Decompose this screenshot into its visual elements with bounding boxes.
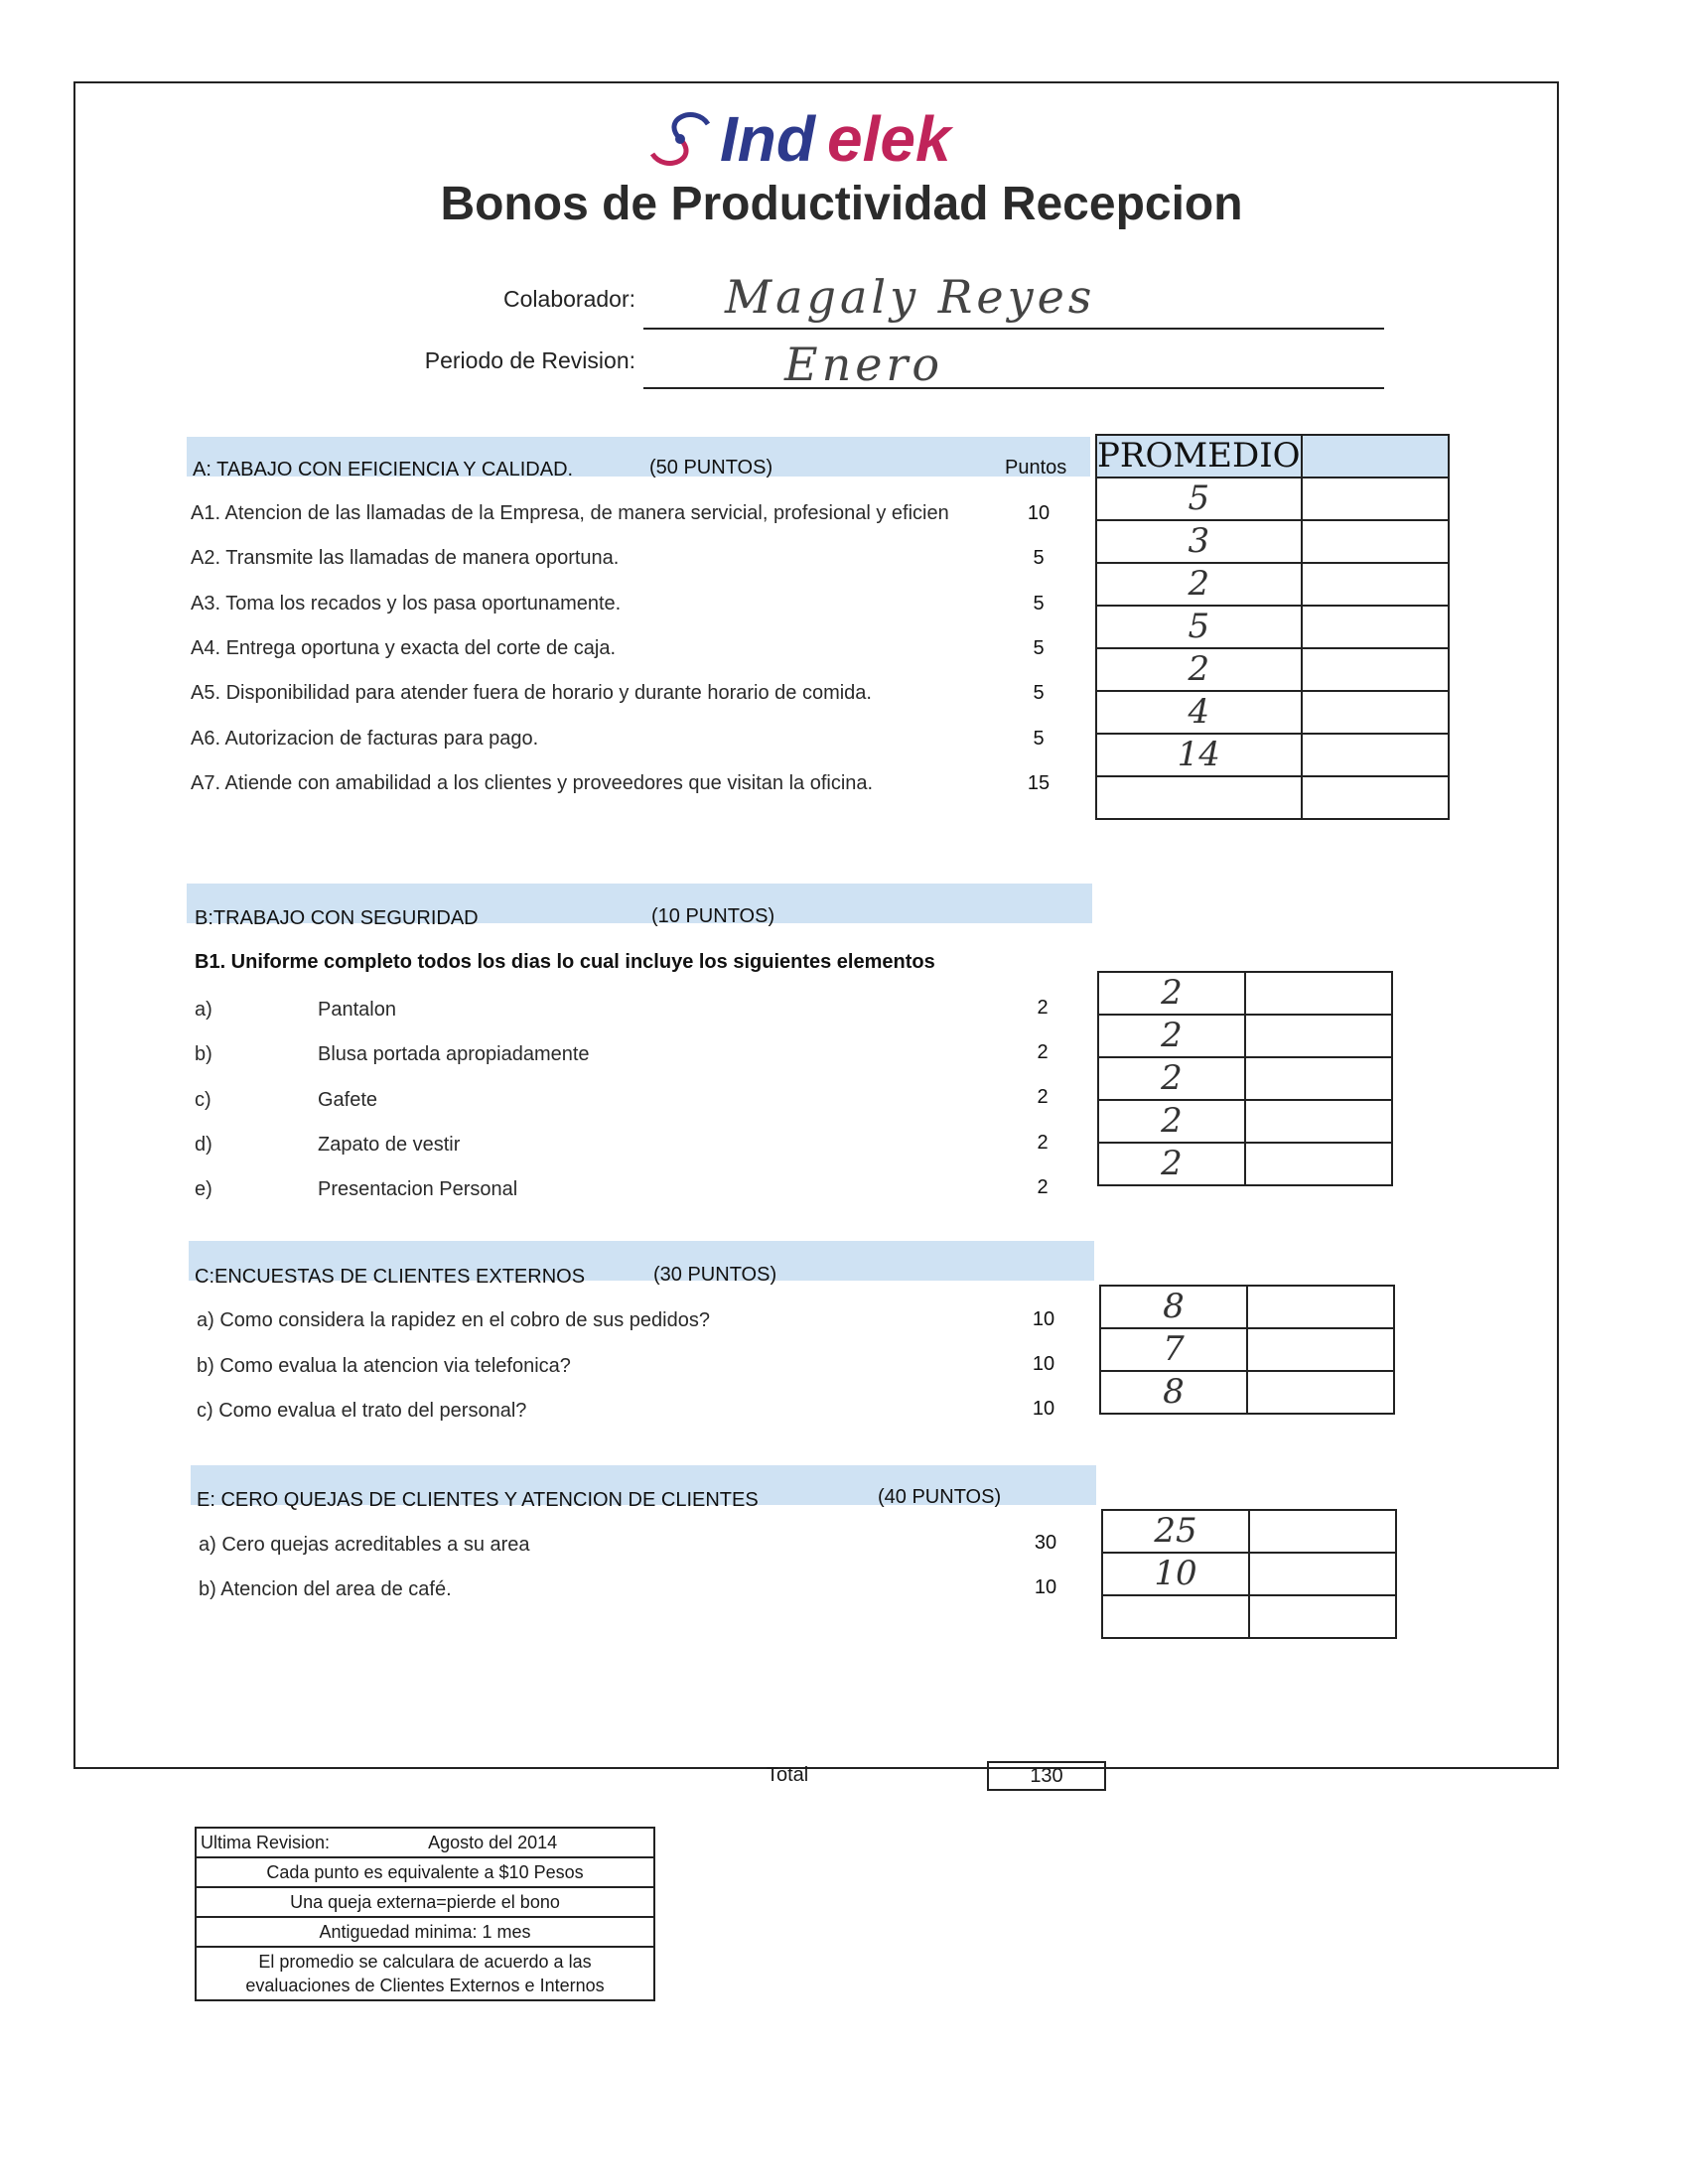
item-a2-text: A2. Transmite las llamadas de manera oportuna. — [191, 547, 620, 569]
item-c3-points: 10 — [1032, 1398, 1055, 1420]
blank-cell[interactable] — [1302, 563, 1449, 606]
item-a3-points: 5 — [1033, 593, 1045, 614]
periodo-underline — [643, 387, 1384, 389]
colaborador-value[interactable]: Magaly Reyes — [725, 270, 1096, 324]
item-a6-points: 5 — [1033, 728, 1045, 750]
info-box — [195, 1827, 655, 2001]
item-a1-points: 10 — [1027, 502, 1051, 524]
colaborador-underline — [643, 328, 1384, 330]
promedio-column-header: PROMEDIO — [1097, 436, 1301, 476]
item-a5-text: A5. Disponibilidad para atender fuera de horario y durante horario de comida. — [191, 682, 872, 704]
item-a4-text: A4. Entrega oportuna y exacta del corte de caja. — [191, 637, 617, 659]
blank-cell[interactable] — [1302, 691, 1449, 734]
item-b-text: Zapato de vestir — [318, 1134, 461, 1156]
blank-cell[interactable] — [1102, 1595, 1249, 1638]
svg-text:elek: elek — [827, 103, 951, 175]
score-cell[interactable]: 5 — [1096, 478, 1302, 520]
score-cell[interactable]: 2 — [1098, 1100, 1245, 1143]
score-cell[interactable]: 14 — [1096, 734, 1302, 776]
item-b-letter: d) — [195, 1134, 212, 1156]
item-b-points: 2 — [1037, 997, 1049, 1019]
section-c-points: (30 PUNTOS) — [653, 1264, 777, 1286]
item-e2-text: b) Atencion del area de café. — [199, 1578, 452, 1600]
item-b-points: 2 — [1037, 1086, 1049, 1108]
score-cell[interactable]: 4 — [1096, 691, 1302, 734]
item-e1-text: a) Cero quejas acreditables a su area — [199, 1534, 530, 1556]
item-b-points: 2 — [1037, 1176, 1049, 1198]
score-cell[interactable]: 2 — [1098, 972, 1245, 1015]
section-b-subtitle: B1. Uniforme completo todos los dias lo cual incluye los siguientes elementos — [195, 951, 935, 973]
section-e-title: E: CERO QUEJAS DE CLIENTES Y ATENCION DE CLIENTES — [197, 1489, 759, 1511]
item-a5-points: 5 — [1033, 682, 1045, 704]
score-cell[interactable]: 10 — [1102, 1553, 1249, 1595]
blank-cell[interactable] — [1245, 1100, 1392, 1143]
blank-cell[interactable] — [1245, 1143, 1392, 1185]
score-cell[interactable]: 2 — [1098, 1143, 1245, 1185]
info-line-4a: El promedio se calculara de acuerdo a las — [258, 1952, 592, 1972]
item-a2-points: 5 — [1033, 547, 1045, 569]
score-cell[interactable]: 2 — [1096, 648, 1302, 691]
total-value: 130 — [987, 1761, 1106, 1791]
item-c2-text: b) Como evalua la atencion via telefonica? — [197, 1355, 571, 1377]
section-e-score-grid — [1101, 1509, 1397, 1639]
blank-cell[interactable] — [1245, 1015, 1392, 1057]
item-b-letter: b) — [195, 1043, 212, 1065]
blank-cell[interactable] — [1302, 606, 1449, 648]
info-line-2: Una queja externa=pierde el bono — [196, 1887, 654, 1917]
item-b-text: Blusa portada apropiadamente — [318, 1043, 590, 1065]
item-a4-points: 5 — [1033, 637, 1045, 659]
periodo-label: Periodo de Revision: — [424, 347, 635, 373]
item-a7-points: 15 — [1027, 772, 1051, 794]
svg-text:Ind: Ind — [720, 103, 815, 175]
blank-cell[interactable] — [1302, 776, 1449, 819]
item-b-text: Pantalon — [318, 999, 396, 1021]
section-a-score-grid — [1095, 434, 1450, 820]
item-c1-points: 10 — [1032, 1308, 1055, 1330]
indelek-logo — [640, 99, 1057, 179]
section-e-points: (40 PUNTOS) — [878, 1486, 1002, 1508]
blank-cell[interactable] — [1302, 648, 1449, 691]
blank-cell[interactable] — [1247, 1371, 1394, 1414]
score-cell[interactable]: 2 — [1096, 563, 1302, 606]
item-b-letter: e) — [195, 1178, 212, 1200]
score-cell[interactable]: 3 — [1096, 520, 1302, 563]
item-a6-text: A6. Autorizacion de facturas para pago. — [191, 728, 539, 750]
item-a7-text: A7. Atiende con amabilidad a los clientes y proveedores que visitan la oficina. — [191, 772, 874, 794]
score-cell[interactable]: 5 — [1096, 606, 1302, 648]
blank-cell[interactable] — [1249, 1553, 1396, 1595]
logo-swirl-icon — [652, 115, 708, 164]
blank-cell[interactable] — [1245, 972, 1392, 1015]
score-cell[interactable]: 7 — [1100, 1328, 1247, 1371]
total-label: Total — [767, 1764, 809, 1786]
page-title: Bonos de Productividad Recepcion — [440, 178, 1243, 230]
info-line-3: Antiguedad minima: 1 mes — [196, 1917, 654, 1947]
ultima-revision-label: Ultima Revision: — [201, 1833, 331, 1852]
item-b-points: 2 — [1037, 1041, 1049, 1063]
colaborador-label: Colaborador: — [503, 286, 635, 312]
blank-cell[interactable] — [1247, 1286, 1394, 1328]
score-cell[interactable]: 8 — [1100, 1286, 1247, 1328]
blank-cell[interactable] — [1249, 1510, 1396, 1553]
section-b-score-grid — [1097, 971, 1393, 1186]
section-c-score-grid — [1099, 1285, 1395, 1415]
item-b-points: 2 — [1037, 1132, 1049, 1154]
score-cell[interactable]: 2 — [1098, 1057, 1245, 1100]
blank-cell[interactable] — [1096, 776, 1302, 819]
info-line-4b: evaluaciones de Clientes Externos e Internos — [245, 1976, 605, 1995]
blank-cell[interactable] — [1245, 1057, 1392, 1100]
info-line-1: Cada punto es equivalente a $10 Pesos — [196, 1857, 654, 1887]
section-b-title: B:TRABAJO CON SEGURIDAD — [195, 907, 479, 929]
section-a-points: (50 PUNTOS) — [649, 457, 773, 478]
blank-cell[interactable] — [1247, 1328, 1394, 1371]
grid-header-blank — [1302, 435, 1449, 478]
section-c-title: C:ENCUESTAS DE CLIENTES EXTERNOS — [195, 1266, 586, 1288]
item-c3-text: c) Como evalua el trato del personal? — [197, 1400, 527, 1422]
blank-cell[interactable] — [1302, 520, 1449, 563]
periodo-value[interactable]: Enero — [784, 338, 944, 391]
item-c1-text: a) Como considera la rapidez en el cobro de sus pedidos? — [197, 1309, 710, 1331]
item-b-letter: c) — [195, 1089, 211, 1111]
section-a-title: A: TABAJO CON EFICIENCIA Y CALIDAD. — [193, 459, 574, 480]
blank-cell[interactable] — [1249, 1595, 1396, 1638]
item-b-letter: a) — [195, 999, 212, 1021]
item-e1-points: 30 — [1034, 1532, 1057, 1554]
score-cell[interactable]: 25 — [1102, 1510, 1249, 1553]
info-line-4 — [196, 1947, 654, 2000]
item-e2-points: 10 — [1034, 1576, 1057, 1598]
puntos-column-header: Puntos — [1005, 457, 1067, 478]
score-cell[interactable]: 8 — [1100, 1371, 1247, 1414]
section-b-points: (10 PUNTOS) — [651, 905, 775, 927]
item-b-text: Presentacion Personal — [318, 1178, 518, 1200]
score-cell[interactable]: 2 — [1098, 1015, 1245, 1057]
blank-cell[interactable] — [1302, 734, 1449, 776]
ultima-revision-value: Agosto del 2014 — [428, 1833, 558, 1852]
info-row-ultima — [196, 1828, 654, 1857]
blank-cell[interactable] — [1302, 478, 1449, 520]
item-b-text: Gafete — [318, 1089, 378, 1111]
item-c2-points: 10 — [1032, 1353, 1055, 1375]
item-a3-text: A3. Toma los recados y los pasa oportunamente. — [191, 593, 622, 614]
item-a1-text: A1. Atencion de las llamadas de la Empresa, de manera servicial, profesional y eficien — [191, 502, 949, 524]
